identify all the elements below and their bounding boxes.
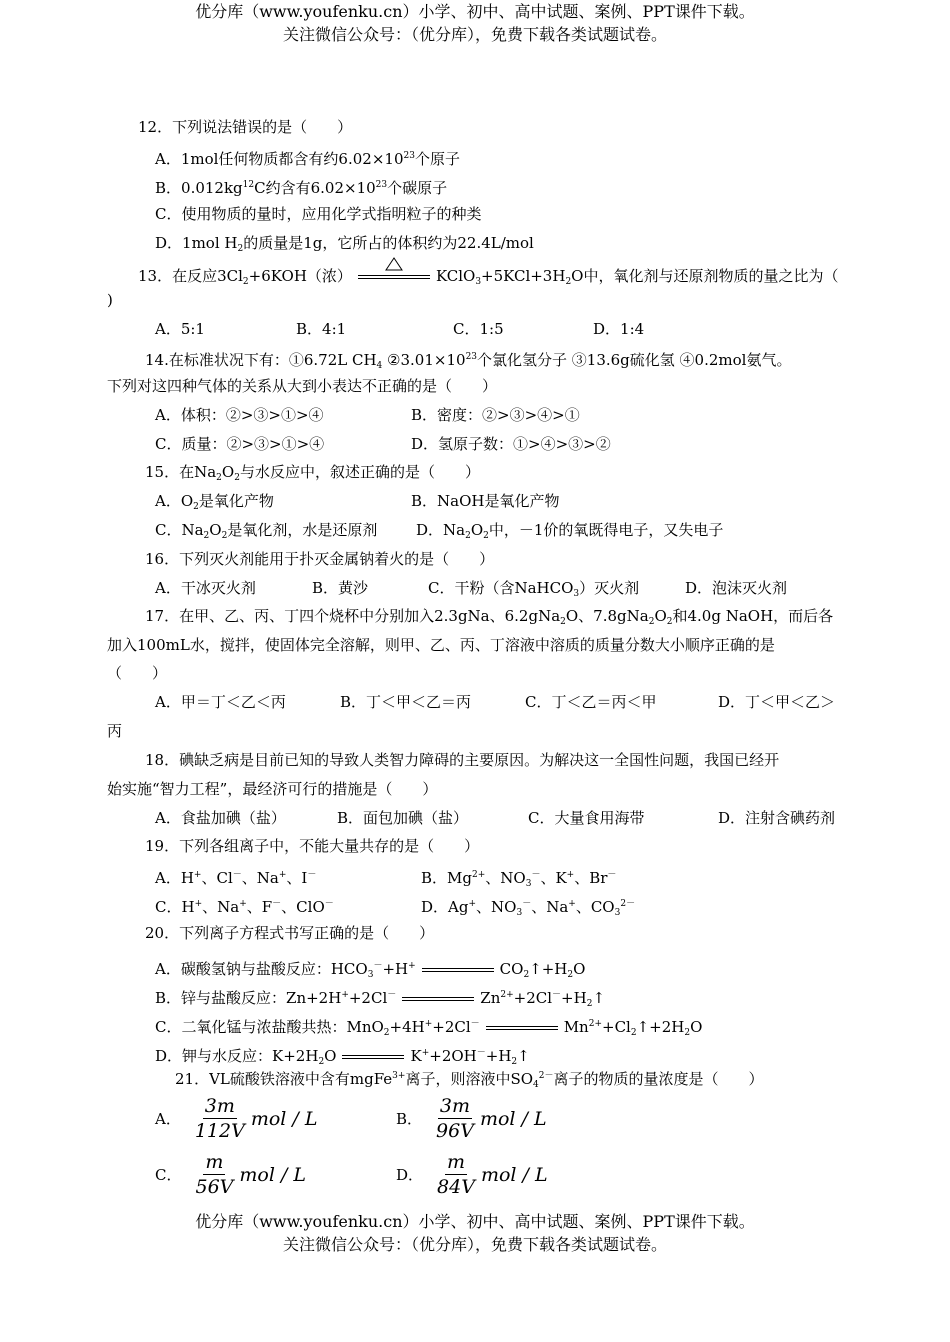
- q20-option-c: C．二氧化锰与浓盐酸共热：MnO$_2$+4H++2Cl－ $Mn^{2+}+Cl_2↑+2H_2O$: [155, 1018, 703, 1038]
- q14-option-b: B．密度：②>③>④>①: [411, 406, 580, 424]
- q16-option-c: C．干粉（含NaHCO$_3$）灭火剂: [428, 579, 640, 599]
- q17-option-d: D．丁＜甲＜乙＞: [718, 693, 836, 711]
- q15-option-d: D．$Na_2O_2$中，－1价的氧既得电子，又失电子: [416, 521, 724, 541]
- q19-option-b: B．$Mg^{2+}$、$NO_3^-$、K+、Br－: [421, 869, 617, 889]
- q12-stem: 12．下列说法错误的是（ ）: [138, 118, 353, 136]
- q17-option-a: A．甲＝丁＜乙＜丙: [155, 693, 286, 711]
- q20-stem: 20．下列离子方程式书写正确的是（ ）: [145, 924, 435, 942]
- q15-option-b: B．NaOH是氧化产物: [411, 492, 560, 510]
- header-line-1: 优分库（www.youfenku.cn）小学、初中、高中试题、案例、PPT课件下载。: [195, 2, 755, 21]
- q20-option-a: A．碳酸氢钠与盐酸反应：$HCO_3^-+H^+$ $CO_2↑+H_2O$: [155, 960, 586, 980]
- q14-option-a: A．体积：②>③>①>④: [155, 406, 324, 424]
- q12-option-b: B．$0.012kg^{12}C$约含有$6.02\times 10^{23}$个碳原子: [155, 179, 448, 197]
- q13-stem: 13．在反应$3Cl_2+6KOH$（浓） $KClO_3+5KCl+3H_2O$中，氧化剂与还原剂物质的量之比为（: [138, 266, 838, 292]
- q12-option-a: A．1mol任何物质都含有约$6.02\times 10^{23}$个原子: [155, 150, 460, 168]
- q13-option-a: A．5:1: [155, 320, 205, 338]
- q13-stem-cont: ): [107, 291, 113, 309]
- equals-arrow-icon: [486, 1022, 558, 1034]
- header-banner: [0, 0, 950, 46]
- q14-stem-2: 下列对这四种气体的关系从大到小表达不正确的是（ ）: [107, 377, 498, 395]
- q14-stem-1: 14.在标准状况下有：①6.72L $CH_4$ $②3.01\times 10^{23}$个氯化氢分子 ③13.6g硫化氢 ④0.2mol氨气。: [145, 351, 792, 371]
- q18-stem-1: 18．碘缺乏病是目前已知的导致人类智力障碍的主要原因。为解决这一全国性问题，我国已经开: [145, 751, 780, 769]
- heating-arrow-icon: [358, 271, 430, 283]
- q12-option-c: C．使用物质的量时，应用化学式指明粒子的种类: [155, 205, 482, 223]
- q21-option-c: C． $\frac{m}{56V}$ mol / L: [155, 1151, 307, 1198]
- q16-option-b: B．黄沙: [312, 579, 369, 597]
- q20-option-b: B．锌与盐酸反应：Zn+2H++2Cl－ $Zn^{2+}+2Cl^-+H_2↑$: [155, 989, 606, 1009]
- q17-option-d-cont: 丙: [107, 722, 123, 740]
- q19-option-c: C．H+、Na+、F－、ClO－: [155, 898, 334, 916]
- q16-option-a: A．干冰灭火剂: [155, 579, 256, 597]
- q18-option-a: A．食盐加碘（盐）: [155, 809, 286, 827]
- header-line-2: 关注微信公众号：（优分库），免费下载各类试题试卷。: [282, 25, 667, 44]
- q19-option-d: D．Ag+、$NO_3^-$、Na+、$CO_3^{2-}$: [421, 898, 636, 918]
- q19-stem: 19．下列各组离子中，不能大量共存的是（ ）: [145, 837, 480, 855]
- q15-option-a: A．$O_2$是氧化产物: [155, 492, 274, 512]
- q14-option-c: C．质量：②>③>①>④: [155, 435, 325, 453]
- q21-stem: 21．VL硫酸铁溶液中含有mgFe$^{3+}$离子，则溶液中$SO_4^{2-}$离子的物质的量浓度是（ ）: [175, 1070, 764, 1090]
- footer-line-2: 关注微信公众号：（优分库），免费下载各类试题试卷。: [282, 1235, 667, 1254]
- q21-option-d: D． $\frac{m}{84V}$ mol / L: [396, 1151, 548, 1198]
- q20-option-d: D．钾与水反应：$K+2H_2O$ $K^++2OH^-+H_2↑$: [155, 1047, 530, 1067]
- q15-option-c: C．$Na_2O_2$是氧化剂，水是还原剂: [155, 521, 378, 541]
- equals-arrow-icon: [402, 993, 474, 1005]
- q18-option-d: D．注射含碘药剂: [718, 809, 836, 827]
- q16-stem: 16．下列灭火剂能用于扑灭金属钠着火的是（ ）: [145, 550, 495, 568]
- q17-stem-1: 17．在甲、乙、丙、丁四个烧杯中分别加入2.3gNa、6.2gNa$_2$O、$7.8gNa_2O_2$和4.0g NaOH，而后各: [145, 607, 834, 627]
- footer-line-1: 优分库（www.youfenku.cn）小学、初中、高中试题、案例、PPT课件下载。: [195, 1212, 755, 1231]
- q13-option-d: D．1:4: [593, 320, 645, 338]
- q16-option-d: D．泡沫灭火剂: [685, 579, 788, 597]
- q19-option-a: A．H+、Cl－、Na+、I－: [155, 869, 317, 887]
- q18-option-b: B．面包加碘（盐）: [337, 809, 469, 827]
- q21-option-b: B． $\frac{3m}{96V}$ mol / L: [396, 1095, 547, 1142]
- q12-option-d: D．1mol $H_2$的质量是1g，它所占的体积约为22.4L/mol: [155, 234, 534, 254]
- q18-stem-2: 始实施“智力工程”，最经济可行的措施是（ ）: [107, 780, 438, 798]
- q17-stem-2: 加入100mL水，搅拌，使固体完全溶解，则甲、乙、丙、丁溶液中溶质的质量分数大小顺序正确的是: [107, 636, 775, 654]
- q13-option-c: C．1:5: [453, 320, 504, 338]
- q17-option-c: C．丁＜乙＝丙＜甲: [525, 693, 657, 711]
- q13-option-b: B．4:1: [296, 320, 347, 338]
- equals-arrow-icon: [342, 1051, 404, 1063]
- equals-arrow-icon: [422, 964, 494, 976]
- q17-option-b: B．丁＜甲＜乙＝丙: [340, 693, 472, 711]
- q17-stem-3: （ ）: [107, 664, 168, 682]
- q15-stem: 15．在$Na_2O_2$与水反应中，叙述正确的是（ ）: [145, 463, 480, 483]
- q21-option-a: A． $\frac{3m}{112V}$ mol / L: [155, 1095, 318, 1142]
- footer-banner: [0, 1210, 950, 1256]
- q14-option-d: D．氢原子数：①>④>③>②: [411, 435, 611, 453]
- q18-option-c: C．大量食用海带: [528, 809, 645, 827]
